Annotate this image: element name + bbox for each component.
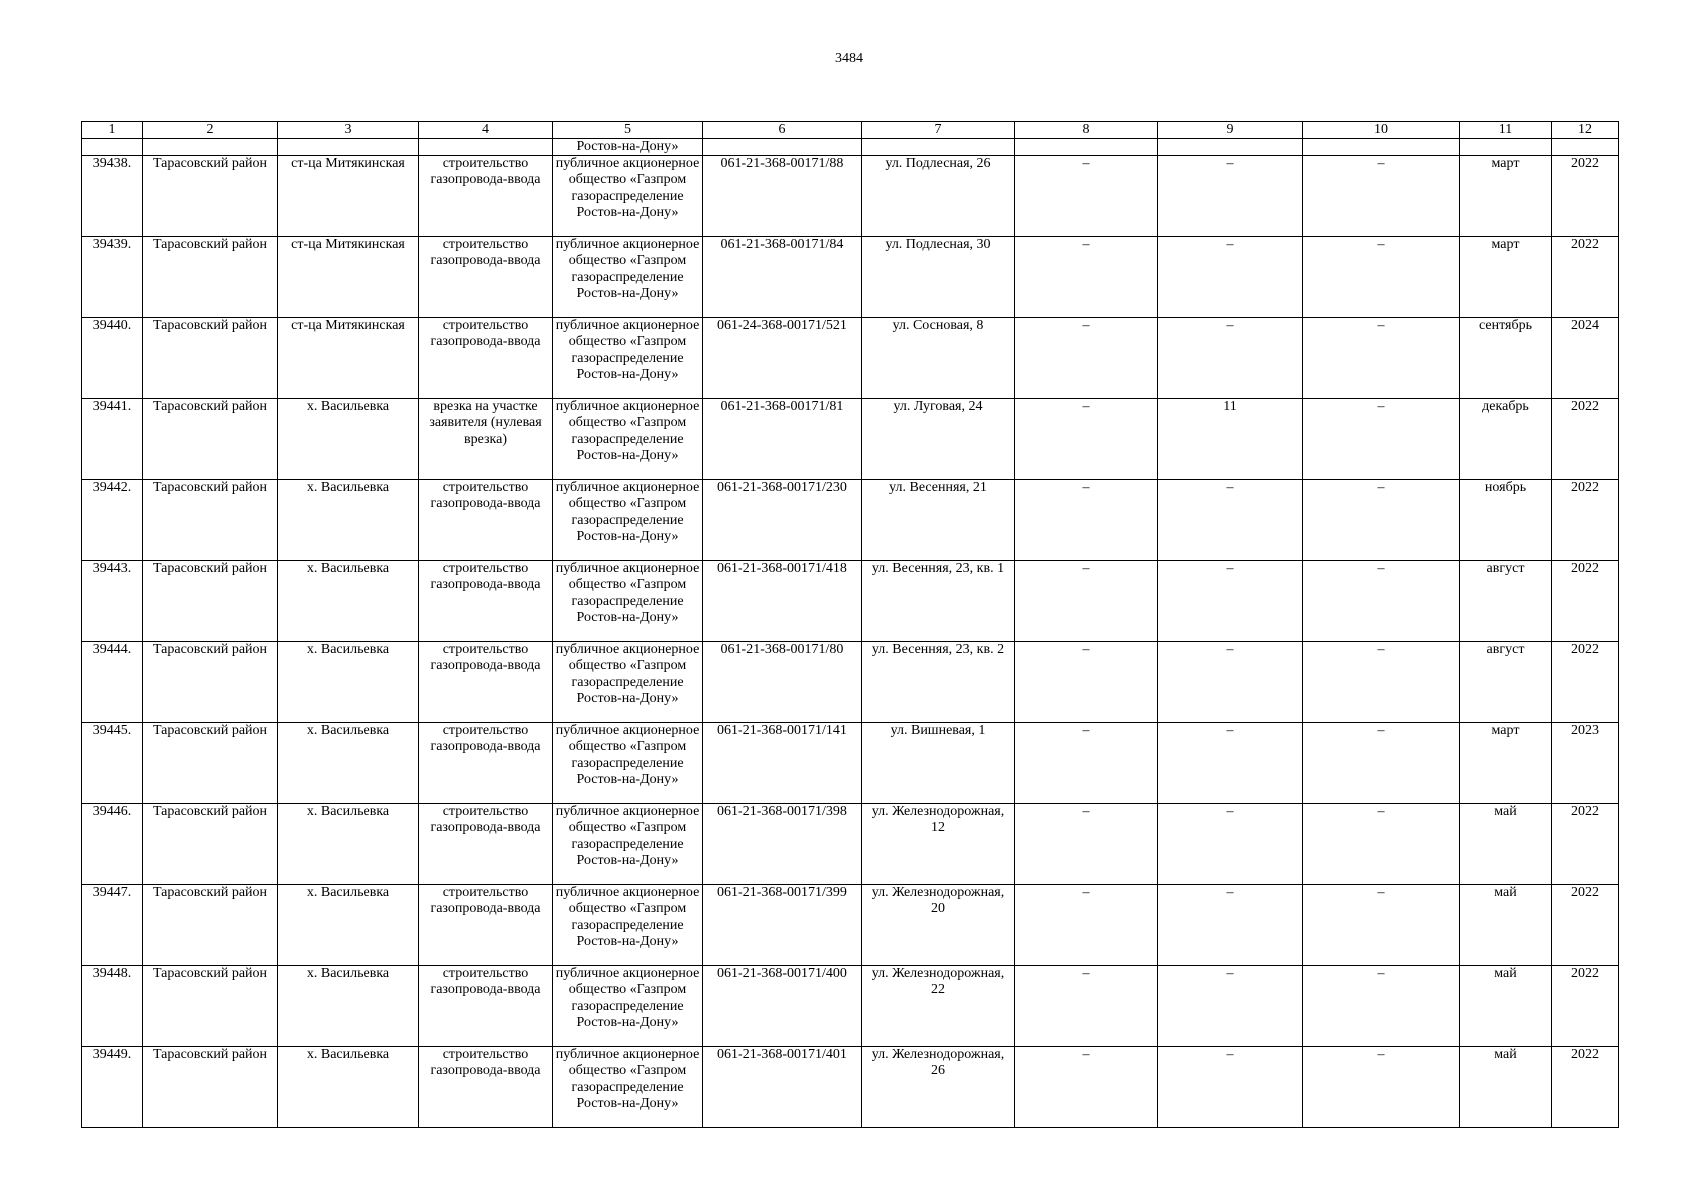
table-row (82, 561, 1619, 642)
settlement-cell: х. Васильевка (278, 966, 419, 1047)
table-row (82, 399, 1619, 480)
row-number: 39449. (82, 1047, 143, 1128)
work-type-cell: строительство газопровода-ввода (419, 642, 553, 723)
code-cell: 061-21-368-00171/81 (703, 399, 862, 480)
column-header: 10 (1303, 122, 1460, 139)
month-cell: август (1460, 642, 1552, 723)
col9-cell: – (1158, 804, 1303, 885)
code-cell: 061-24-368-00171/521 (703, 318, 862, 399)
col9-cell: – (1158, 561, 1303, 642)
column-header: 2 (143, 122, 278, 139)
address-cell: ул. Железнодорожная, 20 (862, 885, 1015, 966)
settlement-cell: х. Васильевка (278, 561, 419, 642)
column-header: 3 (278, 122, 419, 139)
cell-empty (419, 139, 553, 156)
table-row (82, 480, 1619, 561)
month-cell: март (1460, 723, 1552, 804)
address-cell: ул. Весенняя, 23, кв. 1 (862, 561, 1015, 642)
cell-empty (862, 139, 1015, 156)
month-cell: ноябрь (1460, 480, 1552, 561)
row-number: 39444. (82, 642, 143, 723)
organization-cell: публичное акционерное общество «Газпром газораспределение Ростов-на-Дону» (553, 237, 703, 318)
row-number: 39443. (82, 561, 143, 642)
col10-cell: – (1303, 156, 1460, 237)
year-cell: 2022 (1552, 156, 1619, 237)
col10-cell: – (1303, 237, 1460, 318)
table-row (82, 237, 1619, 318)
code-cell: 061-21-368-00171/84 (703, 237, 862, 318)
district-cell: Тарасовский район (143, 966, 278, 1047)
settlement-cell: х. Васильевка (278, 723, 419, 804)
column-header: 5 (553, 122, 703, 139)
col8-cell: – (1015, 237, 1158, 318)
month-cell: май (1460, 1047, 1552, 1128)
district-cell: Тарасовский район (143, 804, 278, 885)
table-row (82, 966, 1619, 1047)
organization-cell: публичное акционерное общество «Газпром газораспределение Ростов-на-Дону» (553, 399, 703, 480)
cell-empty (703, 139, 862, 156)
organization-cell: публичное акционерное общество «Газпром газораспределение Ростов-на-Дону» (553, 1047, 703, 1128)
row-number: 39442. (82, 480, 143, 561)
col10-cell: – (1303, 723, 1460, 804)
column-header: 11 (1460, 122, 1552, 139)
year-cell: 2022 (1552, 966, 1619, 1047)
column-header: 9 (1158, 122, 1303, 139)
col8-cell: – (1015, 885, 1158, 966)
column-header: 6 (703, 122, 862, 139)
year-cell: 2022 (1552, 642, 1619, 723)
code-cell: 061-21-368-00171/400 (703, 966, 862, 1047)
month-cell: март (1460, 237, 1552, 318)
col10-cell: – (1303, 480, 1460, 561)
work-type-cell: строительство газопровода-ввода (419, 561, 553, 642)
address-cell: ул. Луговая, 24 (862, 399, 1015, 480)
col9-cell: – (1158, 642, 1303, 723)
organization-cell: публичное акционерное общество «Газпром газораспределение Ростов-на-Дону» (553, 561, 703, 642)
month-cell: сентябрь (1460, 318, 1552, 399)
row-number: 39440. (82, 318, 143, 399)
col10-cell: – (1303, 318, 1460, 399)
column-number-row (82, 122, 1619, 139)
column-header: 8 (1015, 122, 1158, 139)
work-type-cell: строительство газопровода-ввода (419, 1047, 553, 1128)
work-type-cell: строительство газопровода-ввода (419, 804, 553, 885)
address-cell: ул. Железнодорожная, 26 (862, 1047, 1015, 1128)
cell-empty (1303, 139, 1460, 156)
settlement-cell: х. Васильевка (278, 804, 419, 885)
district-cell: Тарасовский район (143, 1047, 278, 1128)
work-type-cell: строительство газопровода-ввода (419, 966, 553, 1047)
cell-empty (143, 139, 278, 156)
settlement-cell: ст-ца Митякинская (278, 156, 419, 237)
year-cell: 2022 (1552, 480, 1619, 561)
year-cell: 2022 (1552, 804, 1619, 885)
address-cell: ул. Железнодорожная, 12 (862, 804, 1015, 885)
col9-cell: – (1158, 480, 1303, 561)
table-row (82, 723, 1619, 804)
work-type-cell: строительство газопровода-ввода (419, 237, 553, 318)
organization-cell: публичное акционерное общество «Газпром газораспределение Ростов-на-Дону» (553, 642, 703, 723)
row-number: 39446. (82, 804, 143, 885)
address-cell: ул. Сосновая, 8 (862, 318, 1015, 399)
year-cell: 2022 (1552, 399, 1619, 480)
work-type-cell: строительство газопровода-ввода (419, 885, 553, 966)
organization-cell: публичное акционерное общество «Газпром газораспределение Ростов-на-Дону» (553, 966, 703, 1047)
code-cell: 061-21-368-00171/399 (703, 885, 862, 966)
column-header: 4 (419, 122, 553, 139)
work-type-cell: строительство газопровода-ввода (419, 723, 553, 804)
cell-empty (1158, 139, 1303, 156)
address-cell: ул. Подлесная, 30 (862, 237, 1015, 318)
table-row (82, 804, 1619, 885)
page-number: 3484 (835, 51, 863, 66)
district-cell: Тарасовский район (143, 561, 278, 642)
organization-cell: публичное акционерное общество «Газпром газораспределение Ростов-на-Дону» (553, 156, 703, 237)
row-number: 39438. (82, 156, 143, 237)
year-cell: 2022 (1552, 885, 1619, 966)
col10-cell: – (1303, 966, 1460, 1047)
settlement-cell: х. Васильевка (278, 480, 419, 561)
col10-cell: – (1303, 885, 1460, 966)
organization-cell: публичное акционерное общество «Газпром газораспределение Ростов-на-Дону» (553, 318, 703, 399)
row-number: 39448. (82, 966, 143, 1047)
code-cell: 061-21-368-00171/88 (703, 156, 862, 237)
col9-cell: – (1158, 966, 1303, 1047)
code-cell: 061-21-368-00171/401 (703, 1047, 862, 1128)
settlement-cell: ст-ца Митякинская (278, 318, 419, 399)
month-cell: май (1460, 966, 1552, 1047)
col10-cell: – (1303, 399, 1460, 480)
col8-cell: – (1015, 399, 1158, 480)
organization-cell: публичное акционерное общество «Газпром газораспределение Ростов-на-Дону» (553, 723, 703, 804)
org-continuation: Ростов-на-Дону» (553, 139, 703, 156)
district-cell: Тарасовский район (143, 642, 278, 723)
cell-empty (278, 139, 419, 156)
col10-cell: – (1303, 1047, 1460, 1128)
district-cell: Тарасовский район (143, 318, 278, 399)
settlement-cell: ст-ца Митякинская (278, 237, 419, 318)
row-number: 39439. (82, 237, 143, 318)
cell-empty (82, 139, 143, 156)
col9-cell: – (1158, 1047, 1303, 1128)
row-number: 39445. (82, 723, 143, 804)
year-cell: 2023 (1552, 723, 1619, 804)
col10-cell: – (1303, 804, 1460, 885)
year-cell: 2022 (1552, 1047, 1619, 1128)
col9-cell: – (1158, 885, 1303, 966)
col8-cell: – (1015, 156, 1158, 237)
row-number: 39447. (82, 885, 143, 966)
district-cell: Тарасовский район (143, 480, 278, 561)
year-cell: 2024 (1552, 318, 1619, 399)
year-cell: 2022 (1552, 237, 1619, 318)
address-cell: ул. Весенняя, 23, кв. 2 (862, 642, 1015, 723)
table-row (82, 642, 1619, 723)
col8-cell: – (1015, 723, 1158, 804)
month-cell: декабрь (1460, 399, 1552, 480)
table-row (82, 1047, 1619, 1128)
table-row (82, 156, 1619, 237)
col8-cell: – (1015, 642, 1158, 723)
address-cell: ул. Вишневая, 1 (862, 723, 1015, 804)
district-cell: Тарасовский район (143, 237, 278, 318)
row-number: 39441. (82, 399, 143, 480)
month-cell: август (1460, 561, 1552, 642)
settlement-cell: х. Васильевка (278, 885, 419, 966)
year-cell: 2022 (1552, 561, 1619, 642)
code-cell: 061-21-368-00171/141 (703, 723, 862, 804)
col9-cell: – (1158, 237, 1303, 318)
work-type-cell: строительство газопровода-ввода (419, 480, 553, 561)
column-header: 1 (82, 122, 143, 139)
col8-cell: – (1015, 966, 1158, 1047)
code-cell: 061-21-368-00171/230 (703, 480, 862, 561)
address-cell: ул. Подлесная, 26 (862, 156, 1015, 237)
settlement-cell: х. Васильевка (278, 399, 419, 480)
col8-cell: – (1015, 804, 1158, 885)
column-header: 7 (862, 122, 1015, 139)
district-cell: Тарасовский район (143, 885, 278, 966)
col8-cell: – (1015, 561, 1158, 642)
address-cell: ул. Железнодорожная, 22 (862, 966, 1015, 1047)
registry-table (81, 121, 1619, 1128)
table-row (82, 885, 1619, 966)
address-cell: ул. Весенняя, 21 (862, 480, 1015, 561)
table-row (82, 318, 1619, 399)
district-cell: Тарасовский район (143, 156, 278, 237)
continuation-row (82, 139, 1619, 156)
district-cell: Тарасовский район (143, 723, 278, 804)
col8-cell: – (1015, 318, 1158, 399)
organization-cell: публичное акционерное общество «Газпром газораспределение Ростов-на-Дону» (553, 804, 703, 885)
work-type-cell: врезка на участке заявителя (нулевая врезка) (419, 399, 553, 480)
code-cell: 061-21-368-00171/398 (703, 804, 862, 885)
code-cell: 061-21-368-00171/80 (703, 642, 862, 723)
col10-cell: – (1303, 561, 1460, 642)
col9-cell: – (1158, 723, 1303, 804)
work-type-cell: строительство газопровода-ввода (419, 156, 553, 237)
code-cell: 061-21-368-00171/418 (703, 561, 862, 642)
organization-cell: публичное акционерное общество «Газпром газораспределение Ростов-на-Дону» (553, 885, 703, 966)
cell-empty (1015, 139, 1158, 156)
cell-empty (1552, 139, 1619, 156)
settlement-cell: х. Васильевка (278, 642, 419, 723)
col9-cell: – (1158, 318, 1303, 399)
settlement-cell: х. Васильевка (278, 1047, 419, 1128)
col9-cell: 11 (1158, 399, 1303, 480)
month-cell: май (1460, 885, 1552, 966)
col9-cell: – (1158, 156, 1303, 237)
district-cell: Тарасовский район (143, 399, 278, 480)
month-cell: май (1460, 804, 1552, 885)
cell-empty (1460, 139, 1552, 156)
col8-cell: – (1015, 1047, 1158, 1128)
organization-cell: публичное акционерное общество «Газпром газораспределение Ростов-на-Дону» (553, 480, 703, 561)
month-cell: март (1460, 156, 1552, 237)
column-header: 12 (1552, 122, 1619, 139)
col8-cell: – (1015, 480, 1158, 561)
col10-cell: – (1303, 642, 1460, 723)
work-type-cell: строительство газопровода-ввода (419, 318, 553, 399)
